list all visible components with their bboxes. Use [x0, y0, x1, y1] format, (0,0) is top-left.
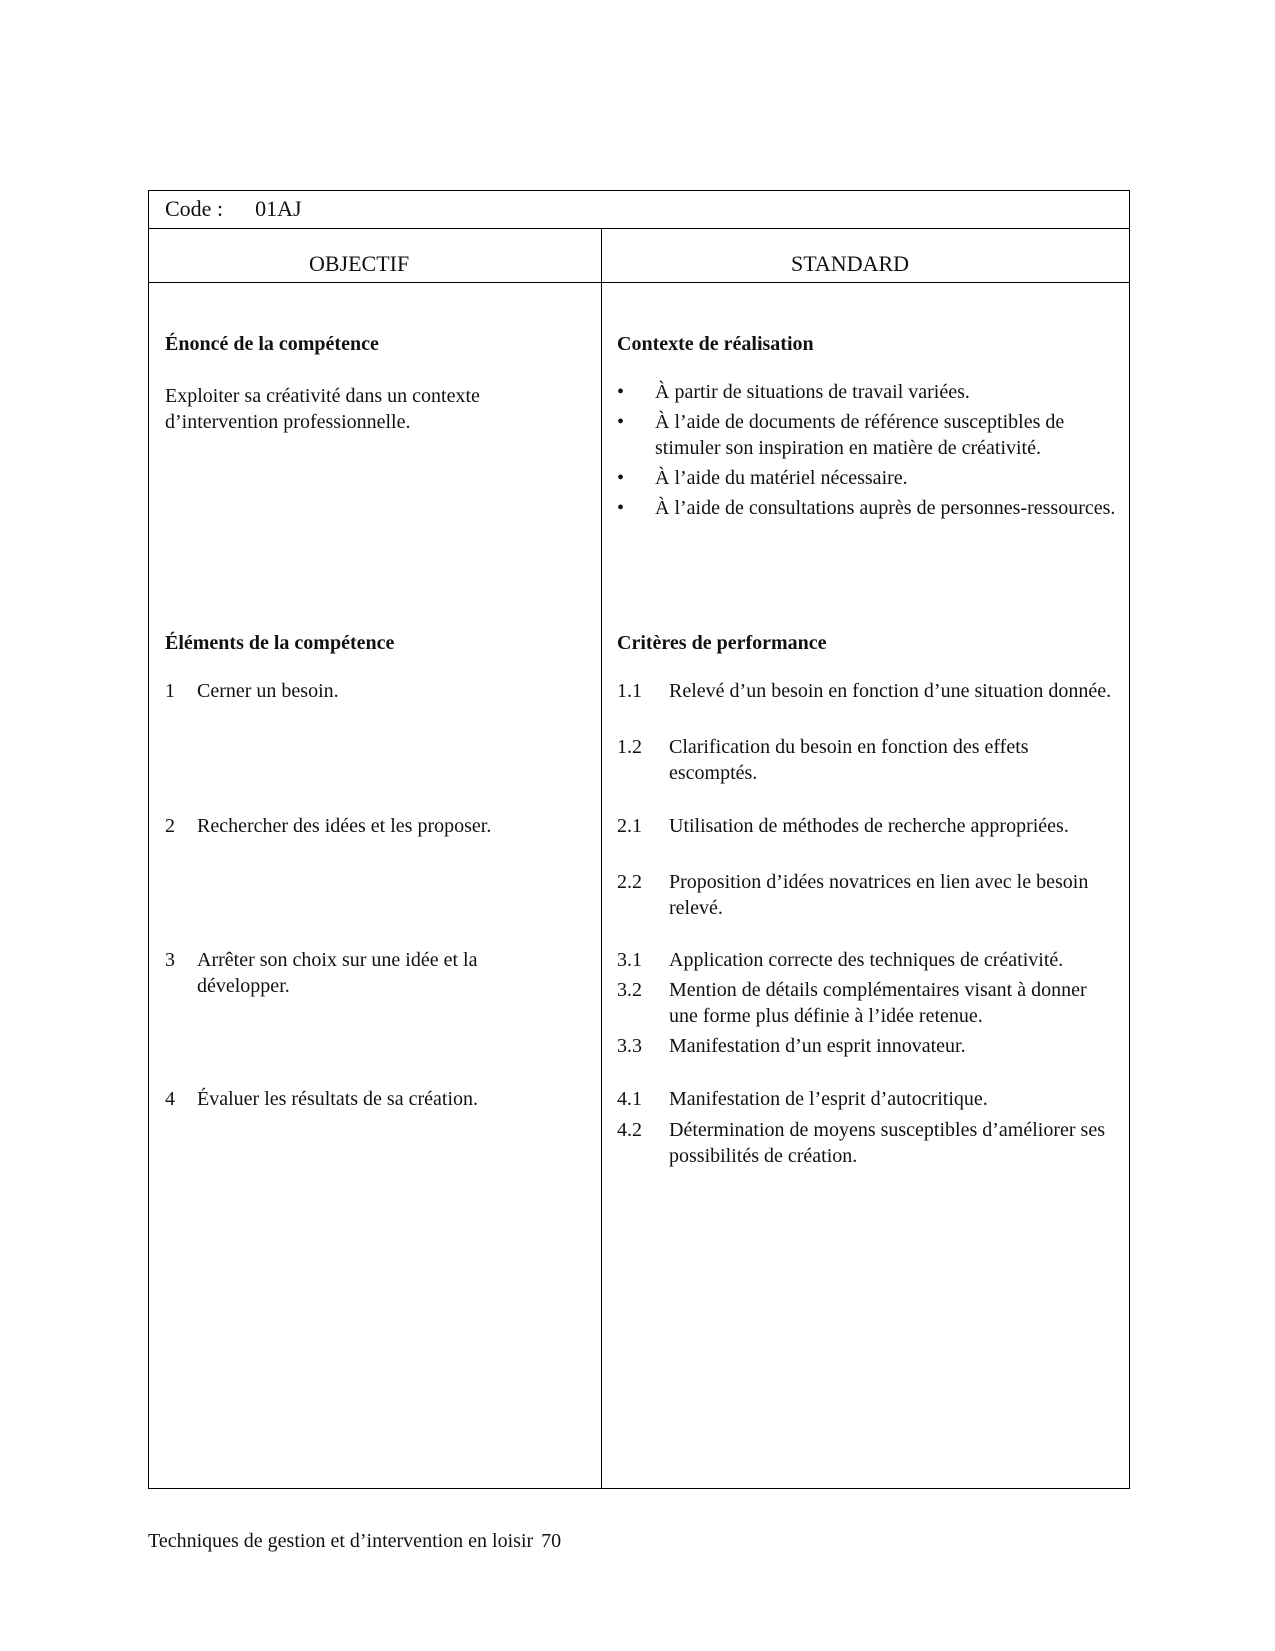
critere-item	[617, 1117, 1117, 1169]
contexte-title: Contexte de réalisation	[617, 333, 814, 355]
bullet-icon: •	[617, 467, 625, 489]
critere-item	[617, 1086, 1117, 1112]
header-row	[149, 229, 1129, 283]
page-footer	[148, 1530, 561, 1553]
bullet-icon: •	[617, 381, 625, 403]
critere-item	[617, 1033, 1117, 1059]
element-text: Évaluer les résultats de sa création.	[197, 1088, 478, 1110]
critere-text: Mention de détails complémentaires visant à donner une forme plus définie à l’idée retenue.	[669, 979, 1087, 1027]
element-item	[165, 678, 595, 704]
critere-number: 2.1	[617, 815, 642, 837]
critere-number: 4.1	[617, 1088, 642, 1110]
critere-text: Manifestation de l’esprit d’autocritique.	[669, 1088, 988, 1110]
critere-number: 3.2	[617, 979, 642, 1001]
header-objectif: OBJECTIF	[309, 251, 410, 276]
critere-number: 1.2	[617, 736, 642, 758]
contexte-item: • À l’aide de documents de référence susceptibles de stimuler son inspiration en matière de créativité.	[617, 411, 1065, 459]
critere-text: Application correcte des techniques de créativité.	[669, 949, 1064, 971]
standard-column	[617, 331, 1117, 1167]
critere-text: Clarification du besoin en fonction des effets escomptés.	[669, 736, 1029, 784]
code-label: Code :	[165, 196, 224, 221]
critere-text: Utilisation de méthodes de recherche appropriées.	[669, 815, 1069, 837]
element-text: Rechercher des idées et les proposer.	[197, 815, 492, 837]
enonce-text: Exploiter sa créativité dans un contexte d’intervention professionnelle.	[165, 385, 480, 433]
critere-text: Manifestation d’un esprit innovateur.	[669, 1035, 966, 1057]
element-item	[165, 1086, 595, 1112]
element-item	[165, 947, 545, 999]
critere-item	[617, 977, 1117, 1029]
element-number: 2	[165, 815, 175, 837]
element-text: Arrêter son choix sur une idée et la développer.	[197, 949, 478, 997]
critere-item	[617, 734, 1117, 786]
critere-number: 3.1	[617, 949, 642, 971]
contexte-item: • À partir de situations de travail variées.	[617, 381, 970, 403]
elements-title: Éléments de la compétence	[165, 632, 395, 654]
element-text: Cerner un besoin.	[197, 680, 339, 702]
critere-item	[617, 947, 1117, 973]
objectif-column	[165, 331, 595, 1110]
criteres-title: Critères de performance	[617, 632, 827, 654]
contexte-list	[617, 379, 1117, 521]
element-item	[165, 813, 595, 839]
critere-number: 3.3	[617, 1035, 642, 1057]
critere-text: Proposition d’idées novatrices en lien avec le besoin relevé.	[669, 871, 1089, 919]
contexte-item: • À l’aide de consultations auprès de personnes-ressources.	[617, 497, 1116, 519]
critere-text: Détermination de moyens susceptibles d’améliorer ses possibilités de création.	[669, 1119, 1105, 1167]
column-divider	[601, 229, 602, 1488]
critere-number: 1.1	[617, 680, 642, 702]
bullet-icon: •	[617, 411, 625, 433]
element-number: 1	[165, 680, 175, 702]
enonce-title: Énoncé de la compétence	[165, 333, 379, 355]
critere-item	[617, 869, 1117, 921]
critere-item	[617, 678, 1117, 704]
code-row	[149, 191, 1129, 229]
critere-number: 2.2	[617, 871, 642, 893]
bullet-icon: •	[617, 497, 625, 519]
footer-text: Techniques de gestion et d’intervention en loisir	[148, 1530, 534, 1552]
contexte-item: • À l’aide du matériel nécessaire.	[617, 467, 908, 489]
element-number: 3	[165, 949, 175, 971]
element-number: 4	[165, 1088, 175, 1110]
critere-item	[617, 813, 1117, 839]
code-value: 01AJ	[255, 196, 302, 221]
critere-number: 4.2	[617, 1119, 642, 1141]
competency-table	[148, 190, 1130, 1489]
page-number: 70	[541, 1530, 562, 1552]
header-standard: STANDARD	[791, 251, 910, 276]
critere-text: Relevé d’un besoin en fonction d’une situation donnée.	[669, 680, 1112, 702]
